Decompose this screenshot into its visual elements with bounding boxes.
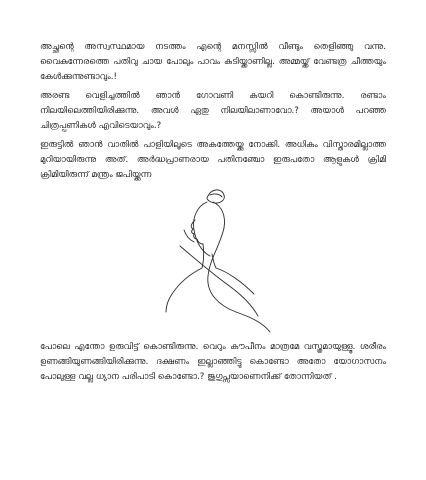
paragraph: അച്ഛന്റെ അസ്വസ്ഥമായ നടത്തം എന്റെ മനസ്സിൽ വീണ്ടും തെളിഞ്ഞു വന്നു. വൈകുന്നേരത്തെ പതിവു ചായ പോലും പാവം കുടിയ്ക്കാണില്ല. അമ്മയ്ക്ക് വേണ്ടത്ര ചീത്തയും കേൾക്കുന്നുണ്ടാവും.! bbox=[40, 42, 386, 82]
text-block-bottom bbox=[40, 340, 386, 389]
paragraph: പോലെ എന്തോ ഉരുവിട്ട് കൊണ്ടിരുന്നു. വെറും കൗപീനം മാത്രമേ വസ്ത്രമായുള്ളൂ. ശരീരം ഉണങ്ങിയുണങ്ങിയിരിക്കുന്നു. ദക്ഷണം ഇല്ലാഞ്ഞിട്ടു കൊണ്ടോ അതോ യോഗാസനം പോലുള്ള വല്ല ധ്യാന പരിപാടി കൊണ്ടോ.? ജുഗുപ്സയാണെനിക്ക് തോന്നിയത് . bbox=[40, 342, 386, 382]
woman-line-drawing-icon bbox=[150, 186, 290, 334]
paragraph: ഇരുട്ടിൽ ഞാൻ വാതിൽ പാളിയിലൂടെ അകത്തേയ്ക്കു നോക്കി. അധികം വിസ്താരമില്ലാത്ത മുറിയായിരുന്നു അത്. അർദ്ധപ്രാണരായ പതിനഞ്ചോ ഇരുപതോ ആളുകൾ ക്രിമി ക്രിമിയിരുന്ന് മന്ത്രം ജപിയ്ക്കുന്ന bbox=[40, 140, 386, 180]
text-block-top bbox=[40, 40, 386, 187]
paragraph: അരണ്ട വെളിച്ചത്തിൽ ഞാൻ ഗോവണി കയറി കൊണ്ടിരുന്നു. രണ്ടാം നിലയിലെത്തിയിരിക്കുന്നു. അവൾ ഏതു നിലയിലാണാവോ.? അയാൾ പറഞ്ഞ ചിത്രപ്പണികൾ എവിടെയാവും.? bbox=[40, 91, 386, 131]
